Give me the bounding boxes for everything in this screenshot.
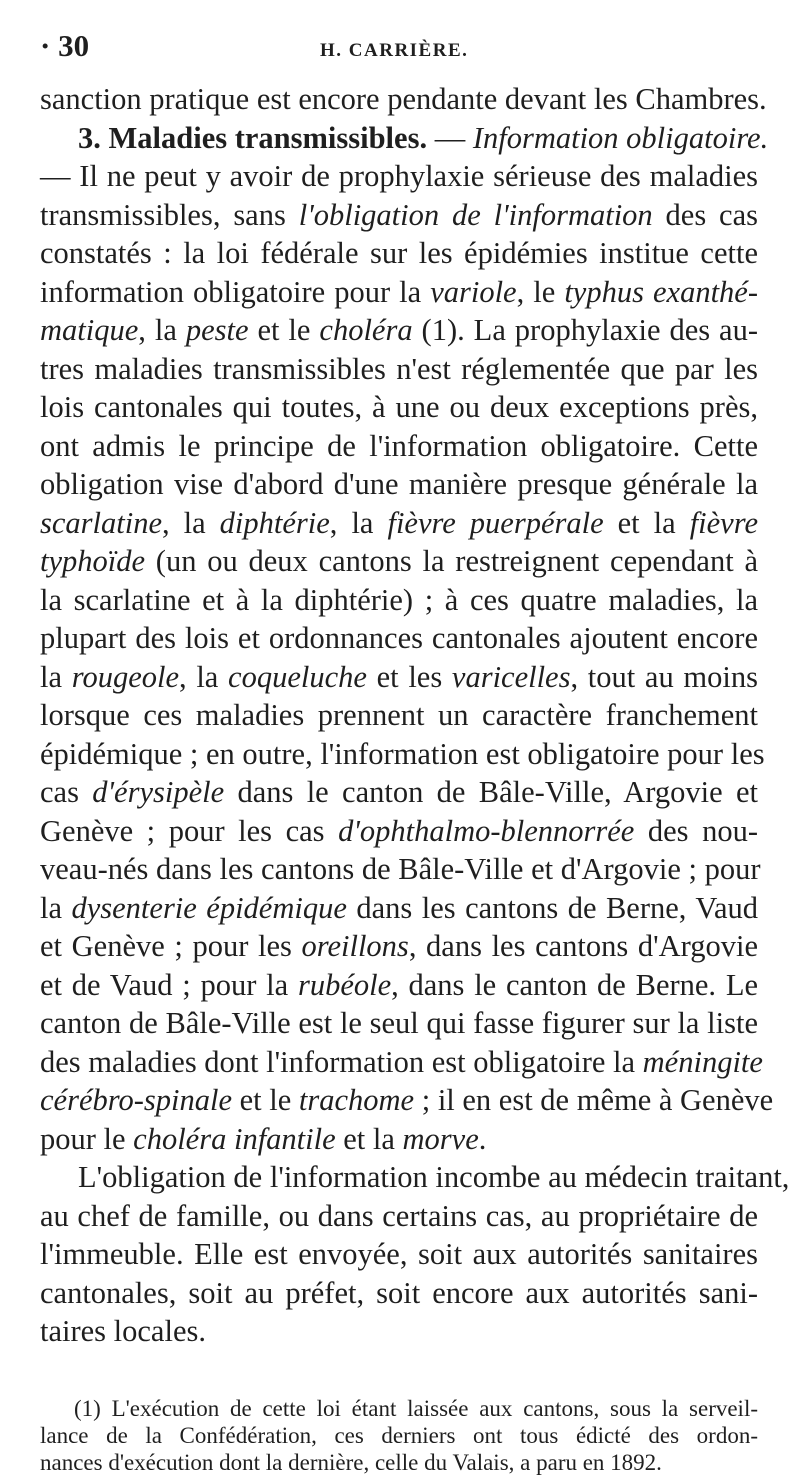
italic-run: matique	[40, 313, 139, 347]
italic-run: fièvre puerpérale	[387, 505, 604, 540]
text-run: — Il ne peut y avoir de prophylaxie sérieuse des maladies	[40, 159, 758, 193]
italic-run: oreillons	[301, 929, 409, 963]
text-run: et le	[248, 313, 320, 347]
text-run: taires locales.	[40, 1314, 206, 1348]
footnote-line	[40, 1395, 758, 1422]
text-line	[40, 581, 758, 620]
text-line	[40, 1235, 758, 1274]
text-run: la	[40, 659, 72, 694]
text-line	[40, 1158, 790, 1197]
text-line	[40, 157, 758, 196]
text-line	[40, 1043, 763, 1082]
footnote	[40, 1395, 758, 1476]
text-line	[40, 1004, 758, 1043]
text-run: sanction pratique est encore pendante devant les Chambres.	[40, 82, 767, 116]
text-run: des nou-	[634, 813, 758, 848]
text-run: constatés : la loi fédérale sur les épidémies institue cette	[40, 236, 758, 270]
italic-run: trachome	[298, 1083, 415, 1117]
text-line	[40, 850, 761, 889]
text-run: ont admis le principe de l'information obligatoire. Cette	[40, 428, 758, 463]
text-run: information obligatoire pour la	[40, 274, 431, 309]
text-line	[40, 658, 758, 697]
text-run: transmissibles, sans	[40, 197, 299, 232]
text-run: pour le	[40, 1121, 134, 1156]
text-line	[40, 311, 758, 350]
text-line	[40, 1197, 758, 1236]
text-run: —	[427, 120, 473, 155]
page-number: · 30	[40, 28, 90, 63]
italic-run: d'érysipèle	[92, 775, 225, 809]
text-line	[40, 196, 758, 235]
page-header	[40, 28, 758, 78]
body-text	[40, 80, 790, 1351]
italic-run: scarlatine	[40, 505, 162, 540]
text-run: tres maladies transmissibles n'est réglementée que par les	[40, 351, 758, 386]
text-run: et Genève ; pour les	[40, 929, 302, 963]
text-run: , dans le canton de Berne. Le	[391, 967, 758, 1002]
italic-run: coqueluche	[228, 659, 367, 694]
text-run: et le	[231, 1083, 299, 1117]
text-run: L'obligation de l'information incombe au médecin traitant,	[78, 1160, 790, 1194]
text-run: dans les cantons de Berne, Vaud	[346, 890, 758, 925]
italic-run: Information obligatoire.	[472, 120, 769, 155]
text-line	[40, 927, 758, 966]
text-line	[40, 889, 758, 928]
text-run: , la	[179, 659, 229, 694]
text-line	[40, 234, 758, 273]
italic-run: rubéole	[297, 967, 392, 1002]
text-line	[40, 1081, 774, 1120]
running-title: H. CARRIÈRE.	[320, 40, 469, 61]
text-line	[40, 465, 758, 504]
footnote-text: lance de la Confédération, ces derniers ont tous édicté des ordon-	[40, 1422, 758, 1448]
text-line	[40, 350, 758, 389]
text-line	[40, 966, 758, 1005]
text-run: , la	[329, 505, 388, 540]
text-run: épidémique ; en outre, l'information est obligatoire pour les	[40, 736, 765, 771]
italic-run: fièvre	[689, 505, 758, 540]
italic-run: rougeole	[71, 659, 180, 694]
footnote-line	[40, 1422, 758, 1449]
text-line	[40, 542, 758, 581]
text-run: dans le canton de Bâle-Ville, Argovie et	[224, 775, 758, 809]
text-line	[40, 388, 758, 427]
page-number-value: 30	[58, 28, 90, 63]
italic-run: choléra infantile	[133, 1121, 336, 1156]
text-run: et de Vaud ; pour la	[40, 967, 298, 1002]
text-run: et les	[366, 659, 452, 694]
text-run: (un ou deux cantons la restreignent cependant à	[145, 544, 758, 578]
text-line	[40, 773, 758, 812]
text-run: cas	[40, 775, 93, 809]
text-line	[40, 1274, 758, 1313]
italic-run: varicelles	[451, 659, 571, 694]
footnote-line	[40, 1449, 758, 1476]
italic-run: dysenterie épidémique	[71, 890, 347, 925]
italic-run: cérébro-spinale	[40, 1083, 232, 1117]
footnote-text: nances d'exécution dont la dernière, celle du Valais, a paru en 1892.	[40, 1449, 662, 1475]
text-line	[40, 273, 758, 312]
text-run: l'immeuble. Elle est envoyée, soit aux autorités sanitaires	[40, 1237, 758, 1271]
text-run: la scarlatine et à la diphtérie) ; à ces quatre maladies, la	[40, 582, 758, 617]
section-heading: 3. Maladies transmissibles.	[78, 120, 428, 155]
italic-run: d'ophthalmo-blennorrée	[338, 813, 635, 848]
italic-run: choléra	[319, 313, 413, 347]
italic-run: morve	[402, 1121, 479, 1156]
text-run: Genève ; pour les cas	[40, 813, 339, 848]
text-run: , tout au moins	[570, 659, 758, 694]
text-line	[40, 1120, 758, 1159]
text-run: .	[478, 1121, 487, 1156]
text-run: ; il en est de même à Genève	[414, 1083, 774, 1117]
section-heading-line	[40, 119, 769, 158]
text-line	[40, 735, 765, 774]
text-run: des cas	[652, 197, 759, 232]
text-run: obligation vise d'abord d'une manière presque générale la	[40, 467, 758, 501]
text-run: veau-nés dans les cantons de Bâle-Ville et d'Argovie ; pour	[40, 852, 761, 886]
text-run: la	[40, 890, 72, 925]
italic-run: typhoïde	[40, 544, 146, 578]
text-line	[40, 80, 767, 119]
italic-run: variole	[430, 274, 517, 309]
text-run: lois cantonales qui toutes, à une ou deux exceptions près,	[40, 390, 758, 424]
text-run: et la	[335, 1121, 403, 1156]
text-run: , dans les cantons d'Argovie	[408, 929, 758, 963]
text-line	[40, 812, 758, 851]
text-run: plupart des lois et ordonnances cantonales ajoutent encore	[40, 621, 758, 655]
italic-run: l'obligation de l'information	[298, 197, 653, 232]
text-line	[40, 1312, 758, 1351]
text-run: , la	[138, 313, 186, 347]
italic-run: diphtérie	[219, 505, 330, 540]
text-run: cantonales, soit au préfet, soit encore aux autorités sani-	[40, 1275, 758, 1310]
italic-run: typhus exanthé-	[564, 274, 758, 309]
text-run: et la	[603, 505, 690, 540]
text-line	[40, 619, 758, 658]
text-line	[40, 504, 758, 543]
italic-run: méningite	[642, 1044, 763, 1079]
text-line	[40, 427, 758, 466]
text-run: lorsque ces maladies prennent un caractère franchement	[40, 698, 758, 732]
text-run: (1). La prophylaxie des au-	[412, 313, 759, 347]
text-run: au chef de famille, ou dans certains cas, au propriétaire de	[40, 1198, 758, 1233]
text-run: des maladies dont l'information est obligatoire la	[40, 1044, 643, 1079]
italic-run: peste	[185, 313, 249, 347]
text-run: , la	[162, 505, 220, 540]
text-run: canton de Bâle-Ville est le seul qui fasse figurer sur la liste	[40, 1006, 758, 1040]
text-run: , le	[516, 274, 565, 309]
footnote-text: (1) L'exécution de cette loi étant laissée aux cantons, sous la serveil-	[74, 1395, 758, 1421]
text-line	[40, 696, 758, 735]
